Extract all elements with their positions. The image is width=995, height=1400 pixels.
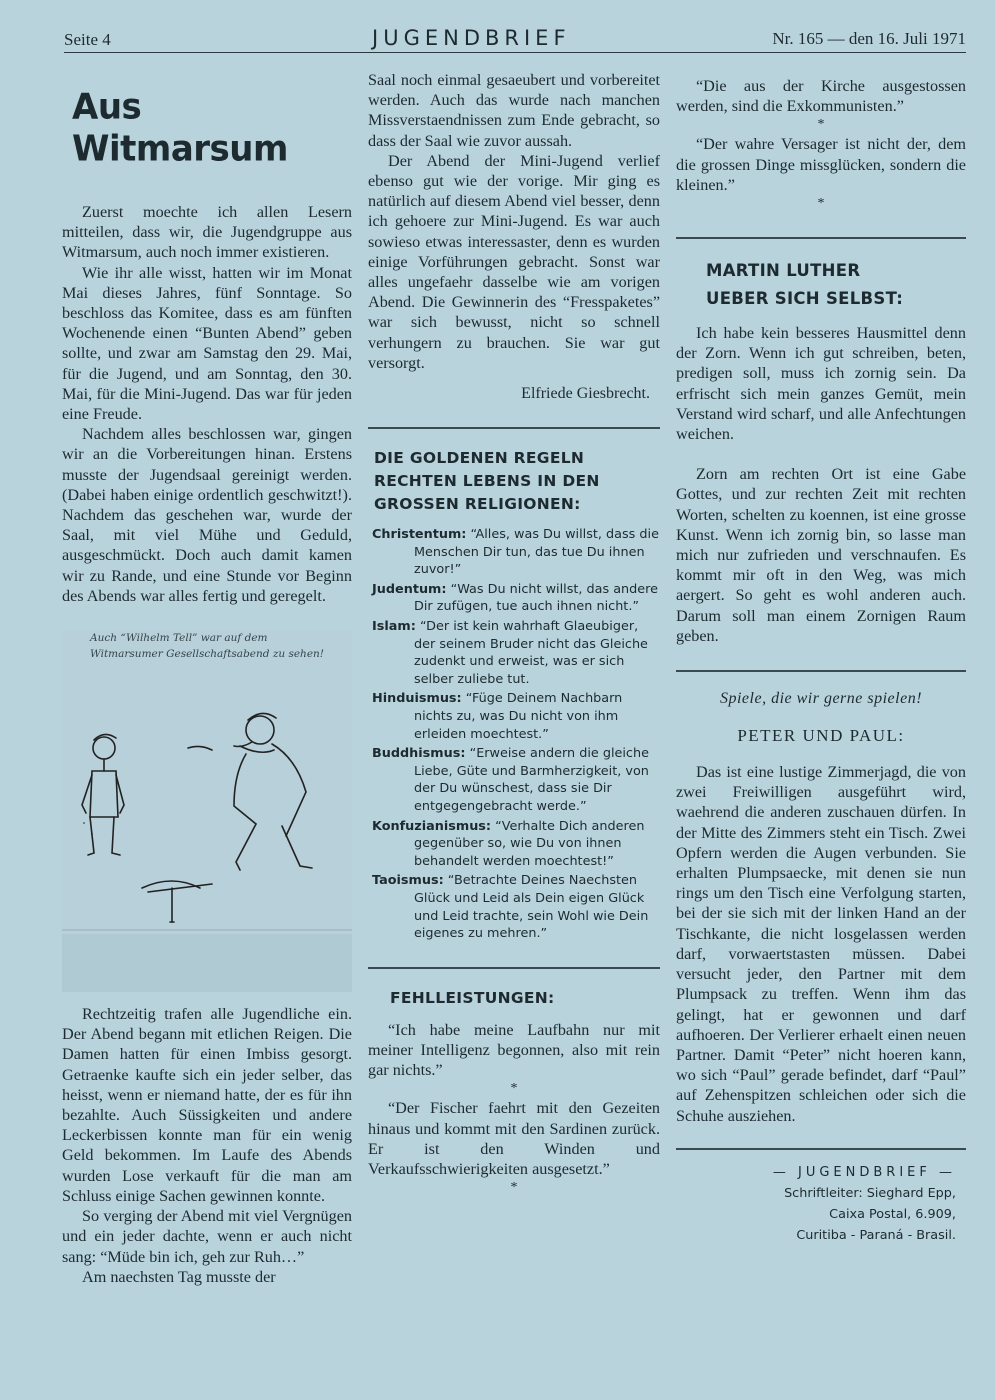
rules-list <box>368 526 660 943</box>
masthead: JUGENDBRIEF <box>372 26 571 50</box>
article-paragraph: Wie ihr alle wisst, hatten wir im Monat Mai dieses Jahres, fünf Sonntage. So beschloss das Komitee, dass es am fünften Wochenende einen “Bunten Abend” geben sollte, und zwar am Samstag den 29. Mai, für die Jugend, und am Sonntag, den 30. Mai, für die Mini-Jugend. Das war für jeden eine Freude. <box>62 263 352 424</box>
article-title: Aus Witmarsum <box>72 86 288 170</box>
games-label: Spiele, die wir gerne spielen! <box>719 690 923 708</box>
section-divider <box>368 427 660 429</box>
religion-name: Taoismus: <box>372 873 444 889</box>
religion-name: Hinduismus: <box>372 691 462 707</box>
rule-text: “Der ist kein wahrhaft Glaeubiger, der seinem Bruder nicht das Gleiche zudenkt und erweist, was er sich selber zuliebe tut. <box>414 619 648 687</box>
wilhelm-tell-illustration <box>62 630 352 992</box>
column-3 <box>676 76 966 1246</box>
rule-text: “Erweise andern die gleiche Liebe, Güte und Barmherzigkeit, von der Du wünschest, dass sie Dir entgegengebracht werde.” <box>414 746 649 814</box>
luther-paragraph: Ich habe kein besseres Hausmittel denn der Zorn. Wenn ich gut schreiben, beten, predigen soll, muss ich zornig sein. Da erfrischt sich mein ganzes Gemüt, mein Verstand wird scharf, und alle Anfechtungen weichen. <box>676 324 966 444</box>
page-number: Seite 4 <box>64 30 111 49</box>
rule-item <box>368 745 660 815</box>
imprint <box>676 1162 956 1246</box>
article-signature: Elfriede Giesbrecht. <box>521 385 650 403</box>
rule-item <box>368 526 660 579</box>
page-header <box>64 26 966 53</box>
imprint-brand: — JUGENDBRIEF — <box>772 1164 956 1180</box>
separator-star: * <box>817 117 825 133</box>
separator-star: * <box>510 1081 518 1097</box>
imprint-editor: Schriftleiter: Sieghard Epp, <box>784 1185 956 1201</box>
rule-text: “Verhalte Dich anderen gegenüber so, wie Du von ihnen behandelt werden moechtest!” <box>414 818 645 869</box>
issue-date: Nr. 165 — den 16. Juli 1971 <box>772 29 966 48</box>
section-divider <box>676 670 966 672</box>
article-paragraph: Rechtzeitig trafen alle Jugendliche ein. Der Abend begann mit etlichen Reigen. Die Damen hatten für einen Imbiss gesorgt. Getraenke kaufte sich ein jeder selber, das heisst, wenn er niemand hatte, der es für ihn bezahlte. Auch Süssigkeiten und andere Leckerbissen konnte man für ein wenig Geld bekommen. Im Laufe des Abends wurden Lose verkauft für die man am Schluss einige Sachen gewinnen konnte. <box>62 1005 352 1205</box>
column-1 <box>62 70 352 1287</box>
section-divider <box>676 1148 966 1150</box>
fehl-heading: FEHLLEISTUNGEN: <box>390 988 555 1007</box>
imprint-city: Curitiba - Paraná - Brasil. <box>796 1227 956 1243</box>
religion-name: Judentum: <box>372 581 447 597</box>
rule-item <box>368 690 660 743</box>
rule-text: “Was Du nicht willst, das andere Dir zufügen, tue auch ihnen nicht.” <box>414 581 659 615</box>
rule-text: “Betrachte Deines Naechsten Glück und Leid als Dein eigen Glück und Leid trachte, sein Wohl wie Dein eigenes zu mehren.” <box>414 873 649 942</box>
religion-name: Buddhismus: <box>372 746 466 762</box>
sketch-figures <box>62 630 352 992</box>
imprint-postbox: Caixa Postal, 6.909, <box>829 1206 956 1222</box>
rule-item <box>368 618 660 688</box>
fehl-quote: “Ich habe meine Laufbahn nur mit meiner Intelligenz begonnen, also mit rein gar nichts.” <box>368 1020 660 1080</box>
column-2 <box>368 70 660 1197</box>
luther-heading-line1: MARTIN LUTHER <box>706 261 861 281</box>
section-divider <box>676 237 966 239</box>
article-paragraph: Der Abend der Mini-Jugend verlief ebenso gut wie der vorige. Mir ging es natürlich auf diesem Abend viel besser, denn ich gehoere zur Mini-Jugend. Es war auch sowieso etwas interessaster, denn es wurden einige Vorführungen gebracht. Sonst war alles ungefaehr dasselbe wie am vorigen Abend. Die Gewinnerin des “Fresspaketes” war sich bewusst, nicht so schnell verhungern zu brauchen. Sie war gut versorgt. <box>368 151 660 372</box>
rule-text: “Füge Deinem Nachbarn nichts zu, was Du nicht von ihm erleiden moechtest.” <box>414 691 623 742</box>
religion-name: Christentum: <box>372 527 467 543</box>
luther-paragraph: Zorn am rechten Ort ist eine Gabe Gottes, und zur rechten Zeit mit rechten Worten, schelten zu koennen, ist eine grosse Kunst. Wenn ich zornig bin, so lasse man mich nur zufrieden und verschnaufen. Es kommt mir oft in den Weg, was mich aergert. So geht es wohl anderen auch. Darum soll man einem Zornigen Raum geben. <box>676 465 966 645</box>
rule-item <box>368 581 660 616</box>
article-paragraph: Zuerst moechte ich allen Lesern mitteilen, dass wir, die Jugendgruppe aus Witmarsum, auch noch immer existieren. <box>62 203 352 262</box>
rules-heading: DIE GOLDENEN REGELN RECHTEN LEBENS IN DEN GROSSEN RELIGIONEN: <box>374 449 600 514</box>
article-paragraph: So verging der Abend mit viel Vergnügen und ein jeder dachte, wenn er auch nicht sang: “Müde bin ich, geh zur Ruh…” <box>62 1207 352 1266</box>
section-divider <box>368 967 660 969</box>
article-paragraph: Nachdem alles beschlossen war, gingen wir an die Vorbereitungen hinan. Erstens musste der Jugendsaal gereinigt werden. (Dabei haben einige ordentlich geschwitzt!). Nachdem das geschehen war, wurde der Saal, mit viel Mühe und Geduld, ausgeschmückt. Doch auch damit kamen wir zu Rande, und eine Stunde vor Beginn des Abends war alles fertig und geregelt. <box>62 425 352 605</box>
rule-item <box>368 872 660 942</box>
rule-text: “Alles, was Du willst, dass die Menschen Dir tun, das tue Du ihnen zuvor!” <box>414 527 659 578</box>
luther-heading-line2: UEBER SICH SELBST: <box>706 289 904 309</box>
religion-name: Islam: <box>372 619 416 635</box>
religion-name: Konfuzianismus: <box>372 818 492 834</box>
luther-heading <box>706 257 966 313</box>
rule-item <box>368 818 660 871</box>
fehl-quote: “Der Fischer faehrt mit den Gezeiten hinaus und kommt mit den Sardinen zurück. Er ist den Winden und Verkaufsschwierigkeiten ausgesetzt.” <box>368 1099 660 1178</box>
fehl-quote: “Der wahre Versager ist nicht der, dem die grossen Dinge missglücken, sondern die kleinen.” <box>676 135 966 194</box>
fehl-quote: “Die aus der Kirche ausgestossen werden, sind die Exkommunisten.” <box>676 77 966 116</box>
article-paragraph: Am naechsten Tag musste der <box>82 1267 276 1286</box>
article-paragraph: Saal noch einmal gesaeubert und vorbereitet werden. Auch das wurde nach manchen Missverstaendnissen zum Ende gebracht, so dass der Saal wie zuvor aussah. <box>368 71 660 150</box>
separator-star: * <box>510 1180 518 1196</box>
handwritten-caption: Auch “Wilhelm Tell” war auf dem Witmarsumer Gesellschaftsabend zu sehen! <box>90 632 325 661</box>
game-title: PETER UND PAUL: <box>737 726 905 746</box>
game-description: Das ist eine lustige Zimmerjagd, die von zwei Freiwilligen ausgeführt wird, waehrend die anderen zuschauen dürfen. In der Mitte des Zimmers steht ein Tisch. Zwei Opfern werden die Augen verbunden. Sie erhalten Plumpsaecke, mit denen sie nun rings um den Tisch eine Verfolgung starten, bei der sie sich mit der linken Hand an der Tischkante, die nicht losgelassen werden darf, vorwaertstasten müssen. Dabei versucht jeder, den Partner mit dem Plumpsack zu treffen. Wenn ihm das gelingt, hat er gewonnen und darf aufhoeren. Der Verlierer erhaelt einen neuen Partner. Damit “Peter” nicht hoeren kann, wo sich “Paul” gerade befindet, darf “Paul” auf Zehenspitzen schleichen oder sich die Schuhe ausziehen. <box>676 763 966 1125</box>
separator-star: * <box>817 196 825 212</box>
